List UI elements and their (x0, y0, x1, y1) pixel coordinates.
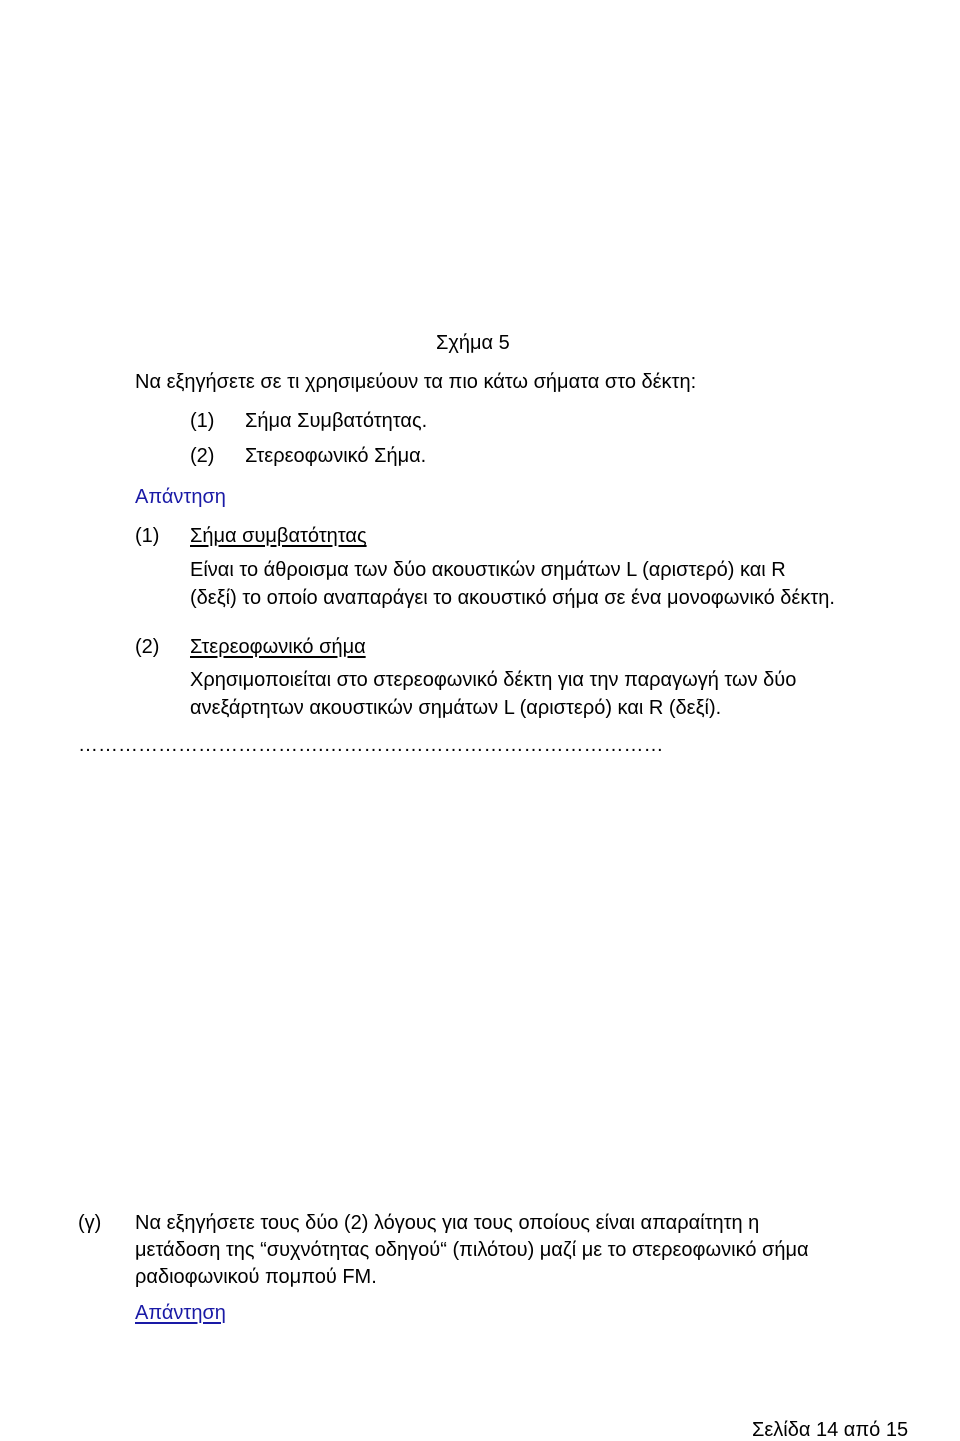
question-b-item-2-num: (2) (190, 445, 215, 467)
dotted-separator: ……………………………….…………………………………………… (78, 734, 664, 756)
answer-part-2-num: (2) (135, 636, 160, 658)
figure-caption: Σχήμα 5 (436, 332, 510, 354)
answer-c-heading: Απάντηση (135, 1302, 226, 1324)
answer-part-1-line-1: Είναι το άθροισμα των δύο ακουστικών σημάτων L (αριστερό) και R (190, 559, 786, 581)
answer-b-heading: Απάντηση (135, 486, 226, 508)
question-c-line-2: μετάδοση της “συχνότητας οδηγού“ (πιλότου) μαζί με το στερεοφωνικό σήμα (135, 1239, 809, 1261)
question-c-label: (γ) (78, 1212, 102, 1234)
answer-part-2-line-2: ανεξάρτητων ακουστικών σημάτων L (αριστερό) και R (δεξί). (190, 697, 722, 719)
answer-part-1-title: Σήμα συμβατότητας (190, 525, 367, 547)
question-b-item-2-text: Στερεοφωνικό Σήμα. (245, 445, 427, 467)
question-c-line-1: Να εξηγήσετε τους δύο (2) λόγους για τους οποίους είναι απαραίτητη η (135, 1212, 760, 1234)
question-b-item-1-text: Σήμα Συμβατότητας. (245, 410, 428, 432)
question-b-prompt: Να εξηγήσετε σε τι χρησιμεύουν τα πιο κάτω σήματα στο δέκτη: (135, 371, 697, 393)
question-b-item-1-num: (1) (190, 410, 215, 432)
answer-part-2-line-1: Χρησιμοποιείται στο στερεοφωνικό δέκτη για την παραγωγή των δύο (190, 669, 797, 691)
answer-part-2-title: Στερεοφωνικό σήμα (190, 636, 366, 658)
answer-part-1-line-2: (δεξί) το οποίο αναπαράγει το ακουστικό σήμα σε ένα μονοφωνικό δέκτη. (190, 587, 835, 609)
answer-part-1-num: (1) (135, 525, 160, 547)
page-footer: Σελίδα 14 από 15 (752, 1419, 909, 1441)
question-c-line-3: ραδιοφωνικού πομπού FM. (135, 1266, 377, 1288)
